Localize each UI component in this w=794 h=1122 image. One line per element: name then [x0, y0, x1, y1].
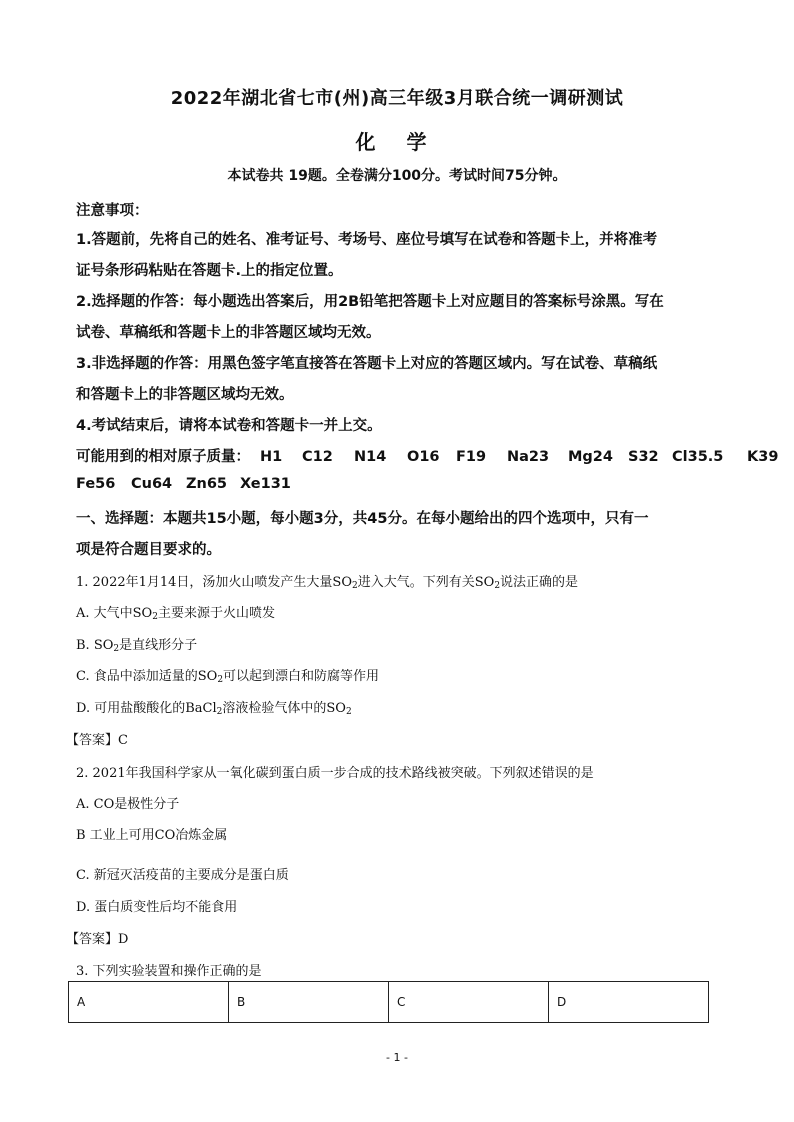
notice-item-1-line-1: 1.答题前，先将自己的姓名、准考证号、考场号、座位号填写在试卷和答题卡上，并将准考 [76, 232, 658, 248]
q2-stem: 2. 2021年我国科学家从一氧化碳到蛋白质一步合成的技术路线被突破。下列叙述错误的是 [76, 766, 594, 781]
q3-option-cell-b: B [229, 982, 389, 1023]
page-number: - 1 - [386, 1051, 408, 1064]
section-heading-line-1: 一、选择题：本题共15小题，每小题3分，共45分。在每小题给出的四个选项中，只有一 [76, 511, 649, 527]
mass-cl: Cl35.5 [672, 449, 724, 465]
mass-mg: Mg24 [568, 449, 613, 465]
exam-info: 本试卷共 19题。全卷满分100分。考试时间75分钟。 [227, 168, 567, 184]
mass-h: H1 [260, 449, 283, 465]
atomic-mass-label: 可能用到的相对原子质量： [76, 449, 250, 465]
q3-option-cell-a: A [69, 982, 229, 1023]
mass-na: Na23 [507, 449, 550, 465]
mass-fe: Fe56 [76, 476, 116, 492]
q1-answer: 【答案】C [66, 733, 128, 748]
atomic-mass-row-2 [76, 476, 291, 492]
q2-option-d: D. 蛋白质变性后均不能食用 [76, 900, 238, 915]
q3-option-cell-d: D [549, 982, 709, 1023]
q2-option-b: B 工业上可用CO冶炼金属 [76, 828, 228, 843]
q1-option-c: C. 食品中添加适量的$SO_2$可以起到漂白和防腐等作用 [76, 669, 380, 685]
q2-answer: 【答案】D [66, 932, 129, 947]
subject-title: 化 学 [355, 130, 439, 154]
notice-heading: 注意事项： [76, 203, 149, 219]
mass-n: N14 [354, 449, 387, 465]
q1-option-d: D. 可用盐酸酸化的BaCl$_2$溶液检验气体中的$SO_2$ [76, 701, 352, 717]
notice-item-2-line-2: 试卷、草稿纸和答题卡上的非答题区域均无效。 [76, 325, 381, 341]
q2-option-c: C. 新冠灭活疫苗的主要成分是蛋白质 [76, 868, 289, 883]
notice-item-3-line-2: 和答题卡上的非答题区域均无效。 [76, 387, 294, 403]
mass-cu: Cu64 [131, 476, 173, 492]
mass-c: C12 [302, 449, 333, 465]
q1-stem: 1. 2022年1月14日，汤加火山喷发产生大量$SO_2$进入大气。下列有关$SO_2$说法正确的是 [76, 575, 579, 591]
mass-xe: Xe131 [240, 476, 291, 492]
q3-options-table [68, 981, 709, 1023]
q3-option-cell-c: C [389, 982, 549, 1023]
q1-option-b: B. $SO_2$是直线形分子 [76, 638, 198, 654]
notice-item-3-line-1: 3.非选择题的作答：用黑色签字笔直接答在答题卡上对应的答题区域内。写在试卷、草稿纸 [76, 356, 658, 372]
atomic-mass-row-1 [76, 445, 778, 466]
q2-option-a: A. CO是极性分子 [76, 797, 180, 812]
mass-k: K39 [747, 449, 779, 465]
notice-item-4: 4.考试结束后，请将本试卷和答题卡一并上交。 [76, 418, 382, 434]
mass-zn: Zn65 [186, 476, 228, 492]
section-heading-line-2: 项是符合题目要求的。 [76, 542, 221, 558]
notice-item-1-line-2: 证号条形码粘贴在答题卡.上的指定位置。 [76, 263, 343, 279]
mass-f: F19 [456, 449, 487, 465]
mass-o: O16 [407, 449, 440, 465]
exam-title: 2022年湖北省七市(州)高三年级3月联合统一调研测试 [170, 88, 624, 109]
notice-item-2-line-1: 2.选择题的作答：每小题选出答案后，用2B铅笔把答题卡上对应题目的答案标号涂黑。写在 [76, 294, 664, 310]
q1-option-a: A. 大气中$SO_2$主要来源于火山喷发 [76, 606, 275, 622]
q3-stem: 3. 下列实验装置和操作正确的是 [76, 964, 262, 979]
mass-s: S32 [628, 449, 659, 465]
